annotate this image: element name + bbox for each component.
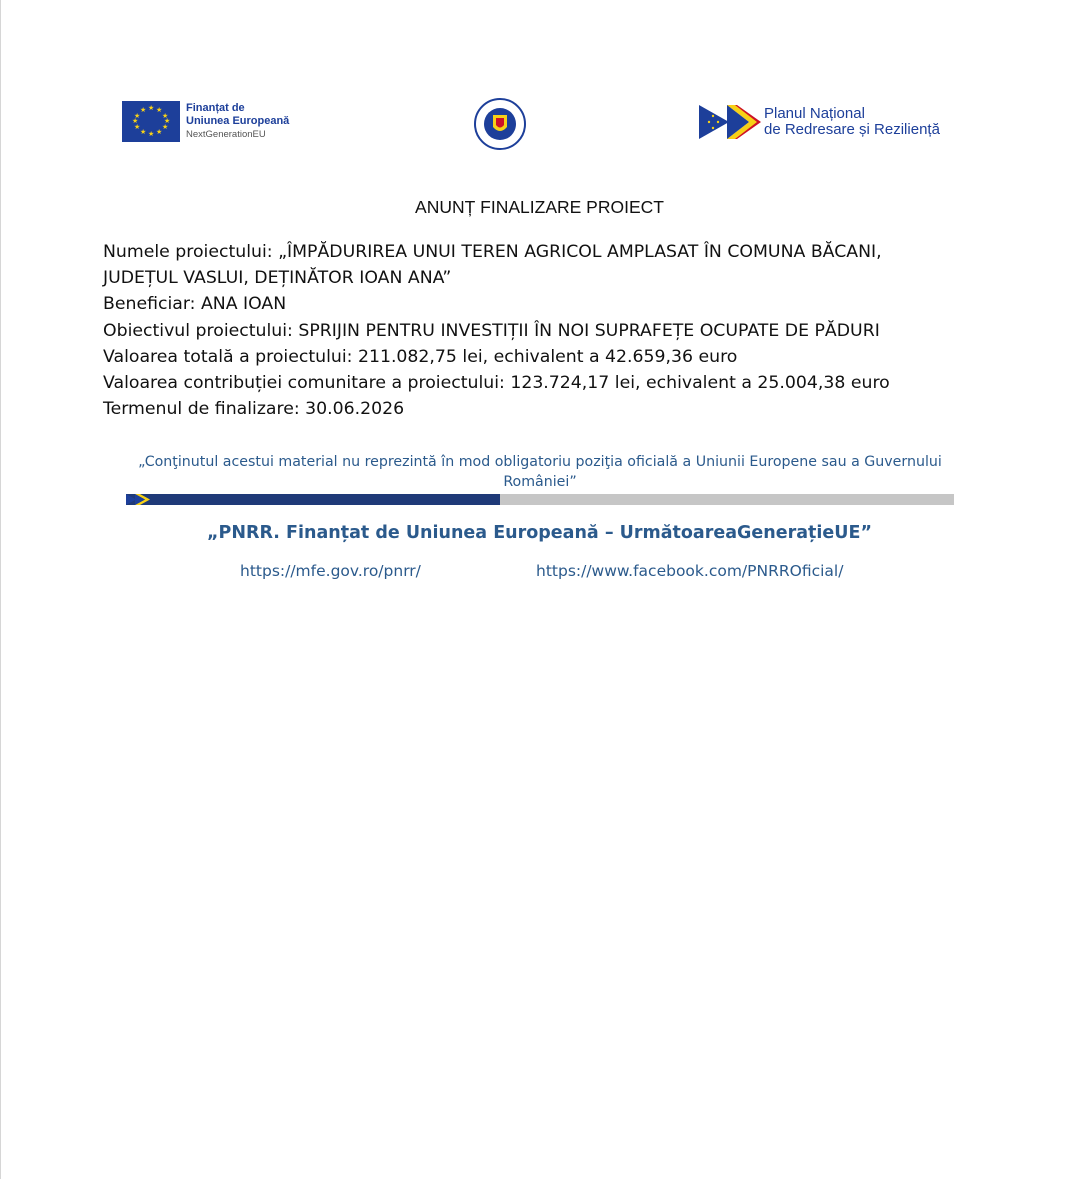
pnrr-logo-line2: de Redresare și Reziliență (764, 121, 940, 138)
project-name-line2: JUDEȚUL VASLUI, DEȚINĂTOR IOAN ANA” (103, 268, 452, 289)
color-bar-blue (126, 494, 500, 505)
page-border (0, 0, 1, 1179)
announcement-title: ANUNȚ FINALIZARE PROIECT (415, 197, 664, 217)
color-bar-arrows-icon (126, 494, 160, 505)
eu-flag-icon: ★ ★ ★ ★ ★ ★ ★ ★ ★ ★ ★ ★ (122, 101, 180, 142)
eu-funding-logo (122, 100, 289, 142)
government-seal-icon (472, 98, 528, 150)
total-value: Valoarea totală a proiectului: 211.082,75 lei, echivalent a 42.659,36 euro (103, 346, 738, 367)
project-objective: Obiectivul proiectului: SPRIJIN PENTRU INVESTIȚII ÎN NOI SUPRAFEȚE OCUPATE DE PĂDURI (103, 320, 880, 341)
pnrr-logo (699, 104, 940, 140)
project-name-line1: Numele proiectului: „ÎMPĂDURIREA UNUI TEREN AGRICOL AMPLASAT ÎN COMUNA BĂCANI, (103, 242, 882, 262)
pnrr-arrows-icon (699, 104, 761, 140)
facebook-pnrr-link[interactable]: https://www.facebook.com/PNRROficial/ (536, 562, 844, 580)
eu-logo-line1: Finanțat de (186, 101, 245, 114)
beneficiary: Beneficiar: ANA IOAN (103, 294, 287, 315)
project-details (103, 239, 983, 422)
mfe-pnrr-link[interactable]: https://mfe.gov.ro/pnrr/ (240, 562, 421, 580)
eu-contribution-value: Valoarea contribuției comunitare a proiectului: 123.724,17 lei, echivalent a 25.004,38 euro (103, 373, 890, 394)
pnrr-slogan: „PNRR. Finanțat de Uniunea Europeană – UrmătoareaGenerațieUE” (207, 523, 872, 543)
color-bar (126, 494, 954, 505)
completion-date: Termenul de finalizare: 30.06.2026 (103, 399, 405, 420)
disclaimer: „Conţinutul acestui material nu reprezintă în mod obligatoriu poziţia oficială a Uniunii Europene sau a Guvernului României” (138, 454, 942, 490)
eu-logo-line3: NextGenerationEU (186, 128, 266, 140)
pnrr-logo-line1: Planul Național (764, 105, 865, 122)
eu-logo-line2: Uniunea Europeană (186, 114, 290, 127)
